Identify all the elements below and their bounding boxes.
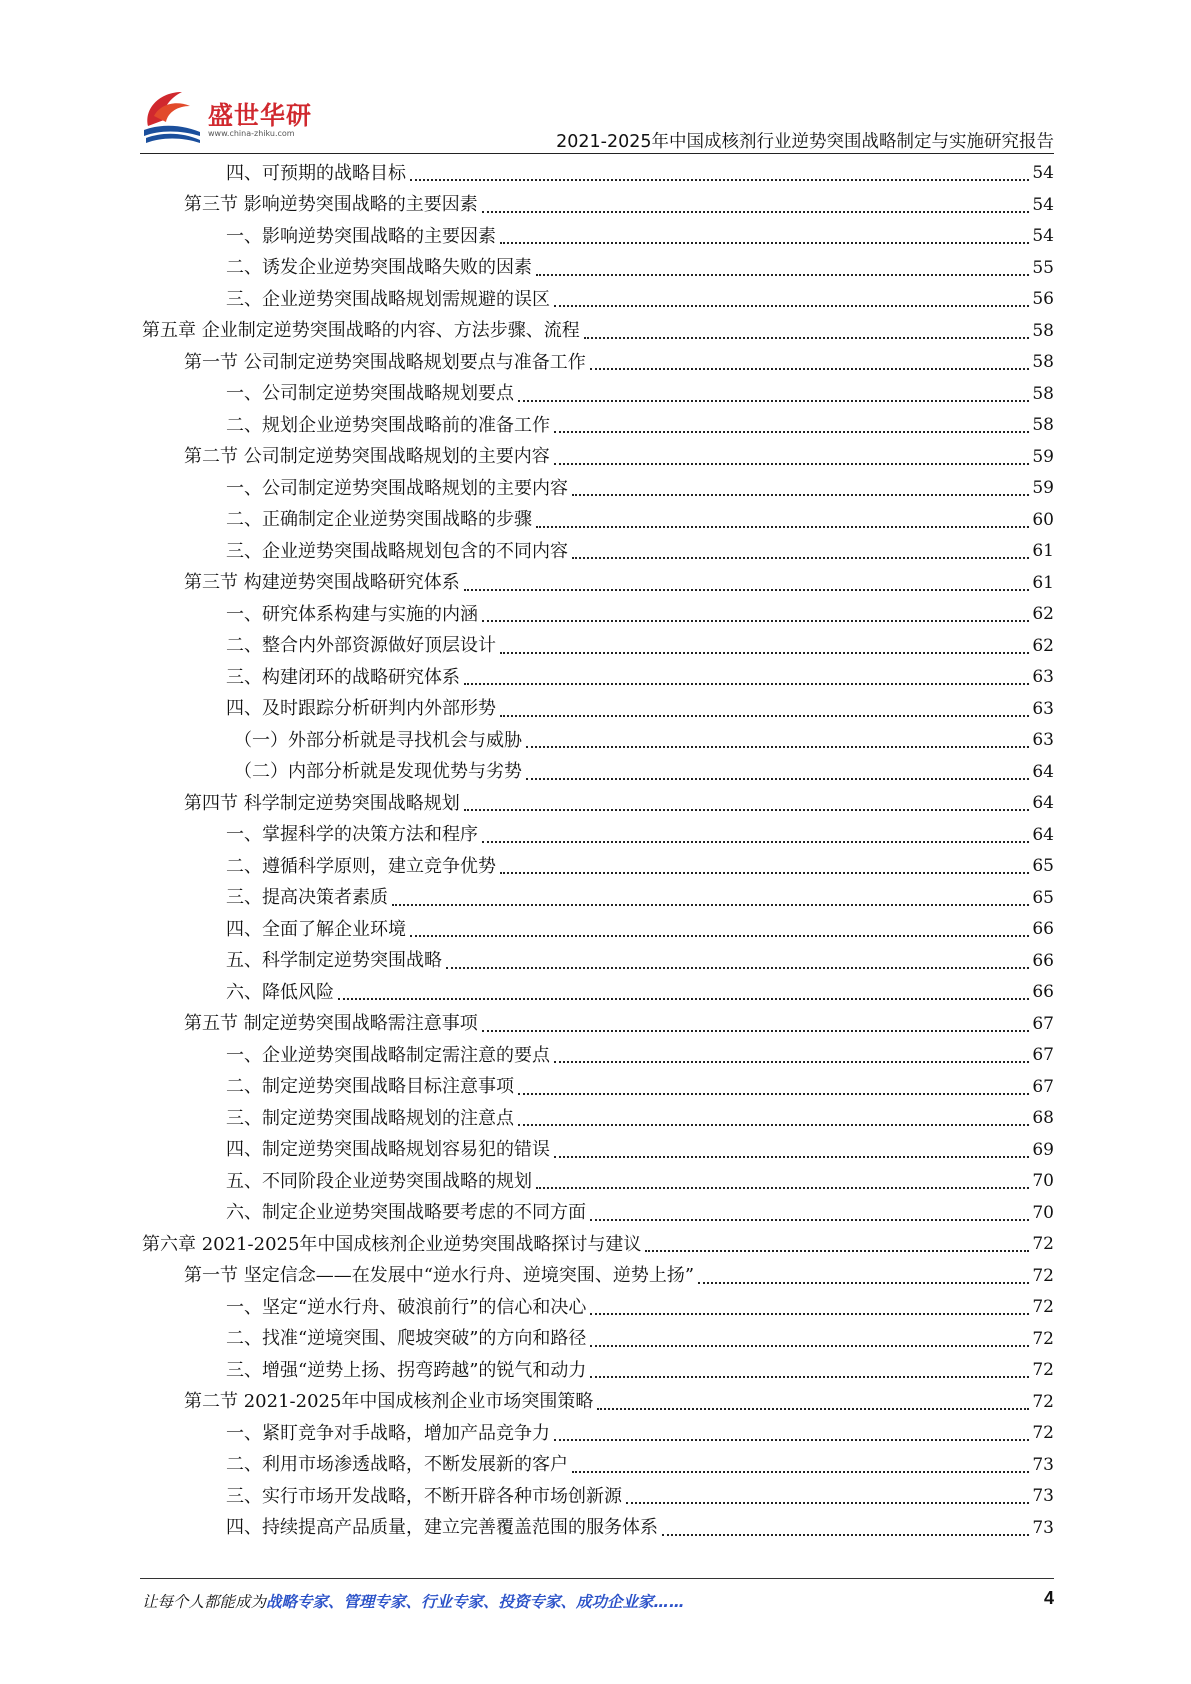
toc-entry-page: 72 (1032, 1297, 1054, 1318)
logo-url: www.china-zhiku.com (208, 129, 295, 138)
toc-entry[interactable] (140, 1513, 1054, 1545)
toc-dot-leader (518, 1092, 1029, 1095)
toc-entry[interactable] (140, 379, 1054, 411)
toc-entry[interactable] (140, 914, 1054, 946)
toc-dot-leader (590, 1375, 1029, 1378)
toc-dot-leader (536, 525, 1029, 528)
toc-entry[interactable] (140, 1387, 1054, 1419)
toc-entry[interactable] (140, 316, 1054, 348)
toc-dot-leader (518, 399, 1029, 402)
footer-slogan (142, 1590, 685, 1612)
toc-entry-title: 三、制定逆势突围战略规划的注意点 (226, 1107, 514, 1129)
page-number: 4 (1043, 1588, 1054, 1608)
toc-entry-page: 73 (1032, 1517, 1054, 1538)
toc-entry[interactable] (140, 1040, 1054, 1072)
toc-dot-leader (410, 178, 1029, 181)
toc-entry[interactable] (140, 1009, 1054, 1041)
toc-entry-page: 66 (1032, 982, 1054, 1003)
toc-dot-leader (338, 997, 1029, 1000)
toc-entry-title: 四、制定逆势突围战略规划容易犯的错误 (226, 1139, 550, 1161)
toc-entry-title: 三、构建闭环的战略研究体系 (226, 666, 460, 688)
toc-entry-page: 72 (1032, 1360, 1054, 1381)
toc-dot-leader (554, 462, 1030, 465)
toc-entry-title: 第五章 企业制定逆势突围战略的内容、方法步骤、流程 (142, 320, 580, 342)
toc-entry-page: 72 (1032, 1265, 1054, 1286)
toc-entry-page: 62 (1032, 604, 1054, 625)
toc-entry[interactable] (140, 662, 1054, 694)
toc-entry-title: 第二节 公司制定逆势突围战略规划的主要内容 (184, 446, 550, 468)
toc-dot-leader (662, 1533, 1029, 1536)
toc-entry[interactable] (140, 505, 1054, 537)
toc-entry-title: 四、及时跟踪分析研判内外部形势 (226, 698, 496, 720)
toc-entry[interactable] (140, 347, 1054, 379)
toc-entry[interactable] (140, 284, 1054, 316)
toc-entry[interactable] (140, 1072, 1054, 1104)
toc-entry-title: 三、增强“逆势上扬、拐弯跨越”的锐气和动力 (226, 1359, 587, 1381)
toc-entry-title: 第二节 2021-2025年中国成核剂企业市场突围策略 (184, 1391, 594, 1413)
toc-dot-leader (500, 241, 1029, 244)
toc-dot-leader (410, 934, 1029, 937)
toc-entry-page: 73 (1032, 1454, 1054, 1475)
toc-entry-page: 65 (1032, 887, 1054, 908)
toc-dot-leader (482, 840, 1029, 843)
toc-dot-leader (536, 1186, 1029, 1189)
toc-entry[interactable] (140, 473, 1054, 505)
toc-entry[interactable] (140, 1166, 1054, 1198)
toc-dot-leader (536, 273, 1029, 276)
toc-dot-leader (590, 1312, 1029, 1315)
toc-entry[interactable] (140, 442, 1054, 474)
toc-entry-page: 72 (1032, 1328, 1054, 1349)
toc-entry[interactable] (140, 568, 1054, 600)
toc-entry-title: 第五节 制定逆势突围战略需注意事项 (184, 1013, 478, 1035)
toc-dot-leader (698, 1281, 1029, 1284)
toc-entry-page: 54 (1032, 226, 1054, 247)
toc-entry-page: 63 (1032, 698, 1054, 719)
toc-entry-page: 65 (1032, 856, 1054, 877)
toc-entry-page: 58 (1032, 415, 1054, 436)
footer-divider (140, 1578, 1054, 1579)
toc-entry[interactable] (140, 1103, 1054, 1135)
toc-entry[interactable] (140, 883, 1054, 915)
toc-entry[interactable] (140, 1135, 1054, 1167)
toc-entry-page: 67 (1032, 1076, 1054, 1097)
toc-entry-title: 三、企业逆势突围战略规划包含的不同内容 (226, 540, 568, 562)
toc-entry-title: 六、降低风险 (226, 981, 334, 1003)
toc-entry-page: 55 (1032, 257, 1054, 278)
toc-dot-leader (572, 1470, 1029, 1473)
footer-slogan-prefix: 让每个人都能成为 (142, 1593, 267, 1611)
toc-entry-page: 59 (1032, 446, 1054, 467)
toc-dot-leader (590, 367, 1030, 370)
toc-entry-title: 四、持续提高产品质量，建立完善覆盖范围的服务体系 (226, 1517, 658, 1539)
toc-entry-title: 五、不同阶段企业逆势突围战略的规划 (226, 1170, 532, 1192)
toc-entry-title: 二、利用市场渗透战略，不断发展新的客户 (226, 1454, 568, 1476)
toc-entry[interactable] (140, 410, 1054, 442)
toc-entry-page: 56 (1032, 289, 1054, 310)
toc-entry-page: 73 (1032, 1486, 1054, 1507)
toc-dot-leader (518, 1123, 1029, 1126)
toc-dot-leader (572, 556, 1029, 559)
toc-entry-page: 70 (1032, 1171, 1054, 1192)
toc-dot-leader (584, 336, 1030, 339)
toc-entry[interactable] (140, 851, 1054, 883)
company-logo (140, 82, 330, 148)
toc-entry-page: 66 (1032, 950, 1054, 971)
logo-name: 盛世华研 (208, 101, 313, 130)
toc-entry-title: 第六章 2021-2025年中国成核剂企业逆势突围战略探讨与建议 (142, 1233, 642, 1255)
toc-dot-leader (464, 588, 1030, 591)
header-divider (140, 153, 1054, 154)
toc-dot-leader (597, 1407, 1029, 1410)
toc-dot-leader (464, 682, 1029, 685)
toc-entry[interactable] (140, 599, 1054, 631)
toc-entry-title: 一、研究体系构建与实施的内涵 (226, 603, 478, 625)
toc-entry[interactable] (140, 1261, 1054, 1293)
toc-entry[interactable] (140, 253, 1054, 285)
toc-entry[interactable] (140, 158, 1054, 190)
toc-entry-title: 一、企业逆势突围战略制定需注意的要点 (226, 1044, 550, 1066)
toc-entry-title: 一、影响逆势突围战略的主要因素 (226, 225, 496, 247)
toc-entry[interactable] (140, 1418, 1054, 1450)
toc-entry[interactable] (140, 631, 1054, 663)
toc-entry-page: 67 (1032, 1013, 1054, 1034)
toc-entry-page: 54 (1032, 194, 1054, 215)
toc-entry[interactable] (140, 1198, 1054, 1230)
toc-entry[interactable] (140, 977, 1054, 1009)
toc-dot-leader (554, 1155, 1029, 1158)
toc-entry-page: 72 (1032, 1391, 1054, 1412)
toc-entry-page: 58 (1032, 383, 1054, 404)
toc-entry[interactable] (140, 536, 1054, 568)
document-title: 2021-2025年中国成核剂行业逆势突围战略制定与实施研究报告 (556, 132, 1054, 152)
toc-dot-leader (590, 1344, 1029, 1347)
toc-dot-leader (464, 808, 1030, 811)
toc-entry-title: 第一节 坚定信念——在发展中“逆水行舟、逆境突围、逆势上扬” (184, 1265, 695, 1287)
footer-slogan-highlight: 战略专家、管理专家、行业专家、投资专家、成功企业家…… (266, 1593, 685, 1611)
toc-entry-title: 二、找准“逆境突围、爬坡突破”的方向和路径 (226, 1328, 587, 1350)
toc-entry-title: 三、企业逆势突围战略规划需规避的误区 (226, 288, 550, 310)
toc-entry-title: 二、制定逆势突围战略目标注意事项 (226, 1076, 514, 1098)
toc-entry-title: 二、遵循科学原则，建立竞争优势 (226, 855, 496, 877)
toc-entry-page: 59 (1032, 478, 1054, 499)
toc-entry-page: 72 (1032, 1423, 1054, 1444)
toc-entry-title: 二、正确制定企业逆势突围战略的步骤 (226, 509, 532, 531)
toc-entry-title: 三、提高决策者素质 (226, 887, 388, 909)
toc-entry-page: 64 (1032, 824, 1054, 845)
toc-dot-leader (482, 210, 1030, 213)
toc-entry-title: （二）内部分析就是发现优势与劣势 (234, 761, 522, 783)
toc-entry[interactable] (140, 1229, 1054, 1261)
toc-entry-title: 第一节 公司制定逆势突围战略规划要点与准备工作 (184, 351, 586, 373)
toc-entry-title: 三、实行市场开发战略，不断开辟各种市场创新源 (226, 1485, 622, 1507)
toc-entry-title: 第三节 构建逆势突围战略研究体系 (184, 572, 460, 594)
toc-dot-leader (446, 966, 1029, 969)
toc-dot-leader (554, 304, 1029, 307)
toc-entry-page: 69 (1032, 1139, 1054, 1160)
toc-entry[interactable] (140, 221, 1054, 253)
toc-entry-page: 61 (1032, 541, 1054, 562)
toc-entry-page: 63 (1032, 667, 1054, 688)
toc-dot-leader (554, 1060, 1029, 1063)
page-header (140, 82, 1054, 152)
toc-entry-title: （一）外部分析就是寻找机会与威胁 (234, 729, 522, 751)
toc-entry-title: 一、公司制定逆势突围战略规划的主要内容 (226, 477, 568, 499)
table-of-contents (140, 158, 1054, 1544)
toc-entry[interactable] (140, 1355, 1054, 1387)
toc-entry-title: 一、坚定“逆水行舟、破浪前行”的信心和决心 (226, 1296, 587, 1318)
toc-entry-page: 66 (1032, 919, 1054, 940)
toc-entry-page: 63 (1032, 730, 1054, 751)
toc-dot-leader (526, 745, 1029, 748)
toc-entry-page: 70 (1032, 1202, 1054, 1223)
toc-entry-page: 58 (1032, 352, 1054, 373)
toc-entry-title: 一、紧盯竞争对手战略，增加产品竞争力 (226, 1422, 550, 1444)
toc-entry-page: 64 (1032, 793, 1054, 814)
toc-entry-page: 54 (1032, 163, 1054, 184)
toc-entry[interactable] (140, 1450, 1054, 1482)
toc-entry[interactable] (140, 694, 1054, 726)
toc-entry[interactable] (140, 190, 1054, 222)
toc-entry[interactable] (140, 1481, 1054, 1513)
toc-dot-leader (500, 871, 1029, 874)
toc-entry-page: 58 (1032, 320, 1054, 341)
toc-dot-leader (482, 619, 1029, 622)
toc-entry-page: 68 (1032, 1108, 1054, 1129)
toc-dot-leader (590, 1218, 1029, 1221)
toc-entry-title: 六、制定企业逆势突围战略要考虑的不同方面 (226, 1202, 586, 1224)
toc-entry[interactable] (140, 725, 1054, 757)
logo-swoosh-icon (140, 86, 206, 146)
toc-entry[interactable] (140, 1324, 1054, 1356)
toc-dot-leader (500, 651, 1029, 654)
toc-entry-page: 62 (1032, 635, 1054, 656)
toc-dot-leader (554, 1438, 1029, 1441)
toc-entry[interactable] (140, 820, 1054, 852)
toc-dot-leader (626, 1501, 1029, 1504)
toc-dot-leader (526, 777, 1029, 780)
toc-dot-leader (554, 430, 1029, 433)
toc-entry-title: 四、全面了解企业环境 (226, 918, 406, 940)
toc-entry-page: 60 (1032, 509, 1054, 530)
toc-dot-leader (645, 1249, 1029, 1252)
toc-entry-title: 二、整合内外部资源做好顶层设计 (226, 635, 496, 657)
toc-entry-title: 第四节 科学制定逆势突围战略规划 (184, 792, 460, 814)
toc-entry-title: 四、可预期的战略目标 (226, 162, 406, 184)
toc-entry-title: 二、规划企业逆势突围战略前的准备工作 (226, 414, 550, 436)
toc-entry-title: 二、诱发企业逆势突围战略失败的因素 (226, 257, 532, 279)
toc-entry-page: 72 (1032, 1234, 1054, 1255)
toc-entry[interactable] (140, 1292, 1054, 1324)
toc-entry-page: 61 (1032, 572, 1054, 593)
toc-dot-leader (572, 493, 1029, 496)
toc-entry-page: 67 (1032, 1045, 1054, 1066)
toc-entry-title: 五、科学制定逆势突围战略 (226, 950, 442, 972)
toc-entry-title: 一、公司制定逆势突围战略规划要点 (226, 383, 514, 405)
toc-entry[interactable] (140, 788, 1054, 820)
toc-entry[interactable] (140, 757, 1054, 789)
toc-entry[interactable] (140, 946, 1054, 978)
toc-dot-leader (500, 714, 1029, 717)
toc-dot-leader (482, 1029, 1030, 1032)
toc-entry-title: 第三节 影响逆势突围战略的主要因素 (184, 194, 478, 216)
toc-entry-title: 一、掌握科学的决策方法和程序 (226, 824, 478, 846)
toc-dot-leader (392, 903, 1029, 906)
toc-entry-page: 64 (1032, 761, 1054, 782)
